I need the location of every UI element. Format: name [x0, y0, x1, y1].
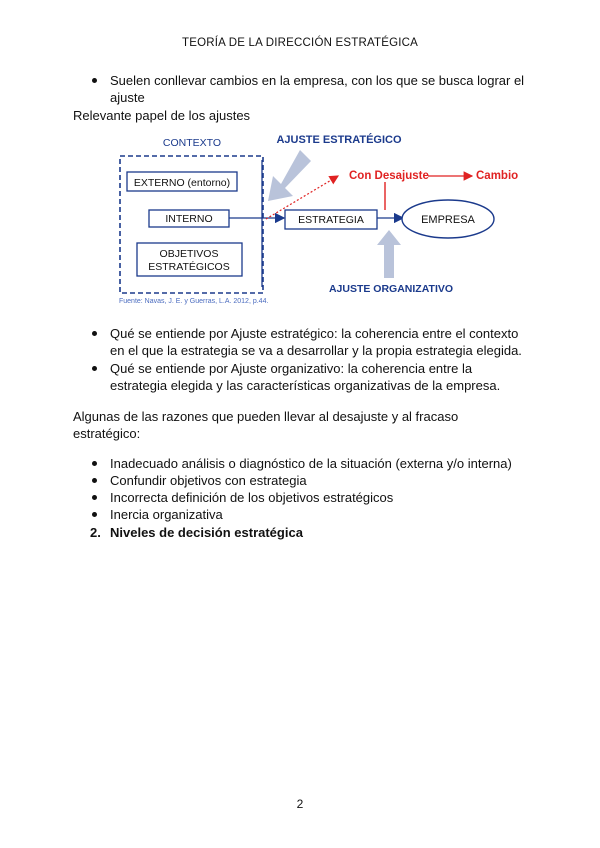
- bullet-dot: [92, 512, 97, 517]
- cambio-label: Cambio: [476, 170, 519, 182]
- section-number: 2.: [90, 525, 101, 540]
- ajuste-organizativo-label: AJUSTE ORGANIZATIVO: [328, 283, 454, 295]
- contexto-label: CONTEXTO: [162, 137, 222, 149]
- ajuste-estrategico-label: AJUSTE ESTRATÉGICO: [276, 134, 402, 146]
- reason-item: Inadecuado análisis o diagnóstico de la situación (externa y/o interna): [110, 456, 512, 471]
- empresa-label: EMPRESA: [421, 214, 475, 226]
- ajuste-organizativo-arrow: [377, 230, 401, 278]
- subtitle-ajustes: Relevante papel de los ajustes: [73, 108, 251, 123]
- diagram-source: Fuente: Navas, J. E. y Guerras, L.A. 2012, p.44.: [119, 298, 269, 305]
- interno-label: INTERNO: [165, 213, 213, 225]
- bullet-dot: [92, 478, 97, 483]
- reason-item: Incorrecta definición de los objetivos estratégicos: [110, 490, 394, 505]
- reasons-intro-line2: estratégico:: [73, 426, 141, 441]
- intro-bullet-line2: ajuste: [110, 90, 145, 105]
- definition-ajuste-estrategico-line2: en el que la estrategia se va a desarrollar y la propia estrategia elegida.: [110, 343, 522, 358]
- definition-ajuste-estrategico-line1: Qué se entiende por Ajuste estratégico: la coherencia entre el contexto: [110, 326, 519, 341]
- bullet-dot: [92, 461, 97, 466]
- reason-item: Confundir objetivos con estrategia: [110, 473, 307, 488]
- objetivos-label-line2: ESTRATÉGICOS: [148, 261, 230, 273]
- section-title: Niveles de decisión estratégica: [110, 525, 303, 540]
- intro-bullet-line1: Suelen conllevar cambios en la empresa, con los que se busca lograr el: [110, 73, 525, 88]
- estrategia-label: ESTRATEGIA: [298, 214, 364, 226]
- definition-ajuste-organizativo-line2: estrategia elegida y las características organizativas de la empresa.: [110, 378, 501, 393]
- page-number: 2: [296, 797, 304, 811]
- page-header-title: TEORÍA DE LA DIRECCIÓN ESTRATÉGICA: [182, 37, 418, 49]
- ajuste-estrategico-arrow: [268, 150, 311, 201]
- bullet-dot: [92, 331, 97, 336]
- reason-item: Inercia organizativa: [110, 507, 223, 522]
- definition-ajuste-organizativo-line1: Qué se entiende por Ajuste organizativo: la coherencia entre la: [110, 361, 473, 376]
- externo-label: EXTERNO (entorno): [133, 177, 231, 189]
- con-desajuste-label: Con Desajuste: [349, 170, 429, 182]
- bullet-dot: [92, 366, 97, 371]
- reasons-intro-line1: Algunas de las razones que pueden llevar al desajuste y al fracaso: [73, 409, 459, 424]
- objetivos-label-line1: OBJETIVOS: [159, 248, 219, 260]
- bullet-dot: [92, 495, 97, 500]
